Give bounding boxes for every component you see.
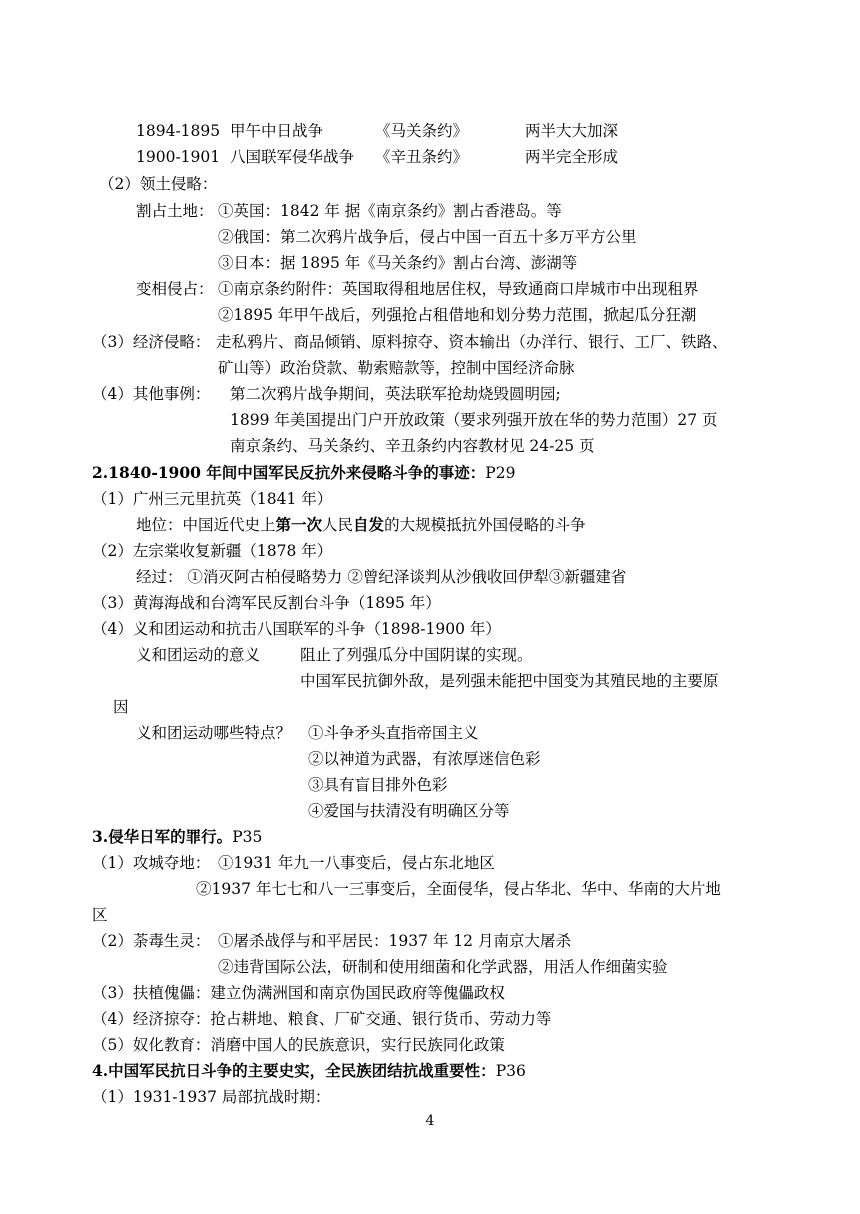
meaning-label: 义和团运动的意义 [136,646,261,664]
s2-item: （2）左宗棠收复新疆（1878 年） [92,542,333,560]
other-heading: （4）其他事例： [92,385,211,403]
feature-item: ①斗争矛头直指帝国主义 [308,724,479,742]
s4-item: （1）1931-1937 局部抗战时期： [92,1088,331,1106]
meaning-text: 阻止了列强瓜分中国阴谋的实现。 [300,646,533,664]
s3-label: （1）攻城夺地： [92,854,211,872]
war-effect: 两半大大加深 [525,122,619,140]
feature-item: ④爱国与扶清没有明确区分等 [308,802,510,820]
s2-item: （4）义和团运动和抗击八国联军的斗争（1898-1900 年） [92,620,501,638]
s3-item: （5）奴化教育：消磨中国人的民族意识，实行民族同化政策 [92,1036,505,1054]
war-effect: 两半完全形成 [525,148,619,166]
feature-item: ②以神道为武器，有浓厚迷信色彩 [308,750,541,768]
status-text: 人民 [322,516,354,534]
other-item: 第二次鸦片战争期间，英法联军抢劫烧毁圆明园; [230,385,561,403]
disguised-item: ①南京条约附件：英国取得租地居住权，导致通商口岸城市中出现租界 [218,280,699,298]
s3-text: ②违背国际公法，研制和使用细菌和化学武器，用活人作细菌实验 [218,958,668,976]
features-label: 义和团运动哪些特点？ [136,724,292,742]
economic-text: 矿山等）政治贷款、勒索赔款等，控制中国经济命脉 [218,359,575,377]
section-title-text: 4.中国军民抗日斗争的主要史实，全民族团结抗战重要性： [92,1061,496,1080]
status-text: 地位：中国近代史上 [136,516,276,534]
section-3-title [92,826,262,848]
war-treaty: 《马关条约》 [375,122,469,140]
cede-label: 割占土地： [136,202,214,220]
territory-heading: （2）领土侵略： [99,175,218,193]
section-4-title [92,1060,526,1082]
war-name: 甲午中日战争 [230,122,324,140]
s3-label: （2）荼毒生灵： [92,932,211,950]
s2-status [136,514,586,536]
cede-item: ③日本：据 1895 年《马关条约》割占台湾、澎湖等 [218,254,578,272]
s3-item: （3）扶植傀儡：建立伪满洲国和南京伪国民政府等傀儡政权 [92,984,505,1002]
s3-text-wrap: 区 [92,906,108,924]
feature-item: ③具有盲目排外色彩 [308,776,448,794]
meaning-text-wrap: 因 [113,698,129,716]
s3-item: （4）经济掠夺：抢占耕地、粮食、厂矿交通、银行货币、劳动力等 [92,1010,552,1028]
cede-item: ①英国：1842 年 据《南京条约》割占香港岛。等 [218,202,562,220]
s2-process: 经过： ①消灭阿古柏侵略势力 ②曾纪泽谈判从沙俄收回伊犁③新疆建省 [136,568,627,586]
disguised-item: ②1895 年甲午战后，列强抢占租借地和划分势力范围，掀起瓜分狂潮 [218,306,697,324]
section-title-text: 3.侵华日军的罪行。 [92,827,233,846]
status-emph: 第一次 [275,515,323,534]
war-row [136,120,323,142]
war-years: 1900-1901 [136,148,221,166]
war-treaty: 《辛丑条约》 [375,148,469,166]
s3-text: ②1937 年七七和八一三事变后，全面侵华，侵占华北、华中、华南的大片地 [196,880,721,898]
economic-heading: （3）经济侵略： [92,333,211,351]
war-name: 八国联军侵华战争 [230,148,355,166]
page-number: 4 [425,1113,435,1129]
section-title-text: 2.1840-1900 年间中国军民反抗外来侵略斗争的事迹： [92,463,486,482]
economic-text: 走私鸦片、商品倾销、原料掠夺、资本输出（办洋行、银行、工厂、铁路、 [216,333,728,351]
status-emph: 自发 [353,515,385,534]
other-item: 1899 年美国提出门户开放政策（要求列强开放在华的势力范围）27 页 [230,411,718,429]
s3-text: ①屠杀战俘与和平居民：1937 年 12 月南京大屠杀 [218,932,571,950]
s3-text: ①1931 年九一八事变后，侵占东北地区 [218,854,495,872]
section-2-title [92,462,515,484]
s2-item: （3）黄海海战和台湾军民反割台斗争（1895 年） [92,594,441,612]
s2-item: （1）广州三元里抗英（1841 年） [92,490,333,508]
disguised-label: 变相侵占： [136,280,214,298]
other-item: 南京条约、马关条约、辛丑条约内容教材见 24-25 页 [230,437,595,455]
section-title-page: P29 [485,464,516,482]
cede-item: ②俄国：第二次鸦片战争后，侵占中国一百五十多万平方公里 [218,228,637,246]
meaning-text: 中国军民抗御外敌，是列强未能把中国变为其殖民地的主要原 [300,672,719,690]
war-row [136,146,354,168]
war-years: 1894-1895 [136,122,221,140]
section-title-page: P35 [232,828,263,846]
status-text: 的大规模抵抗外国侵略的斗争 [384,516,586,534]
section-title-page: P36 [495,1062,526,1080]
